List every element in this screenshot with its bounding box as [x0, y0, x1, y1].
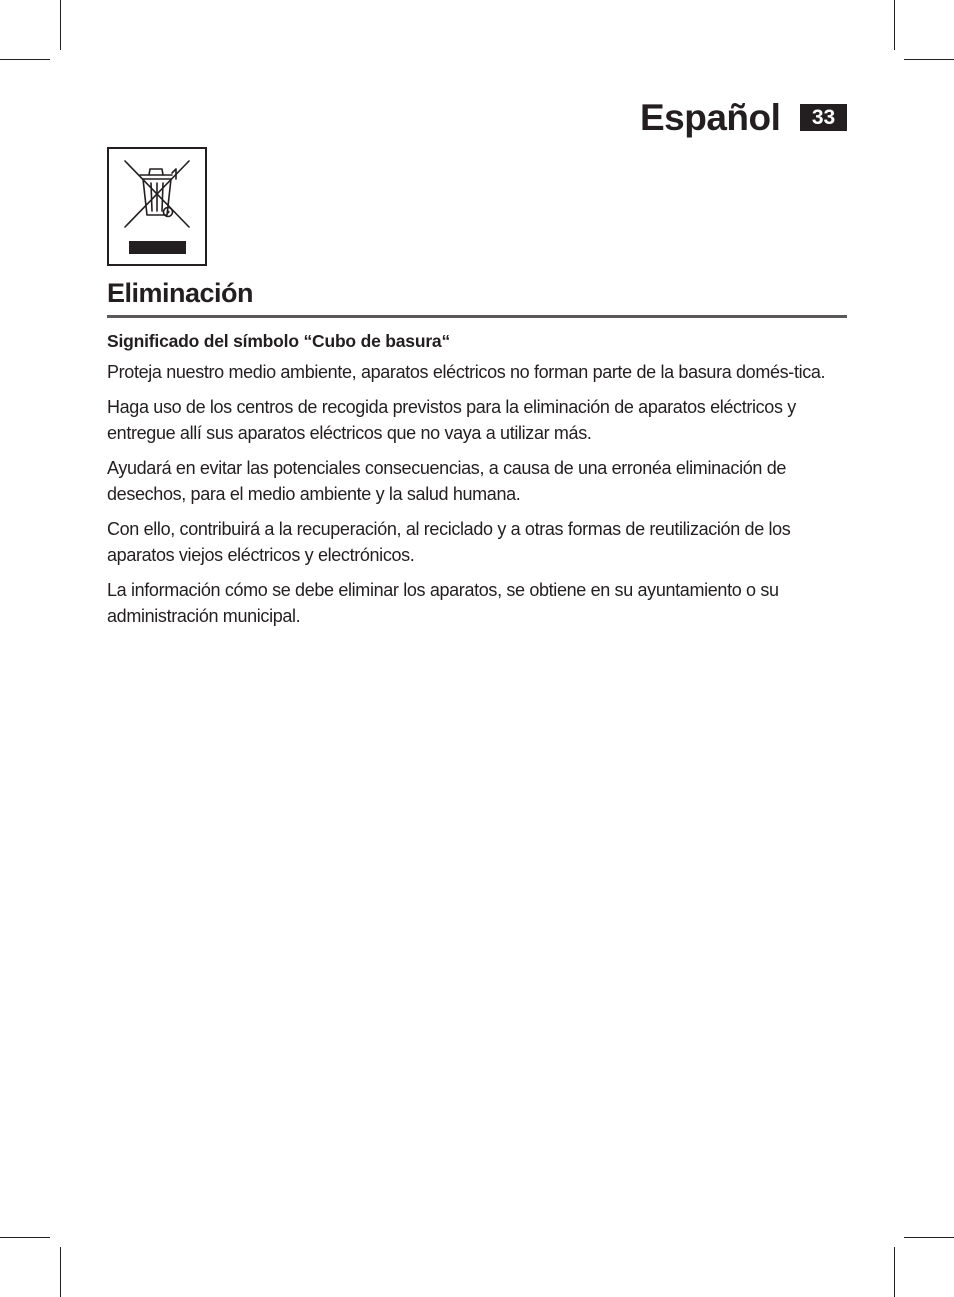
page-number-badge: 33 [800, 104, 847, 131]
section-divider [107, 315, 847, 318]
crop-mark-top-right-vertical [894, 0, 895, 50]
section-content [107, 328, 852, 638]
crop-mark-bottom-left-horizontal [0, 1237, 50, 1238]
paragraph: Con ello, contribuirá a la recuperación, al reciclado y a otras formas de reutilización de los aparatos viejos eléctricos y electrónicos. [107, 518, 791, 565]
crop-mark-top-right-horizontal [904, 59, 954, 60]
crop-mark-bottom-right-horizontal [904, 1237, 954, 1238]
weee-symbol-frame [107, 147, 207, 266]
crop-mark-bottom-right-vertical [894, 1247, 895, 1297]
paragraph: Proteja nuestro medio ambiente, aparatos eléctricos no forman parte de la basura domés-tica. [107, 362, 826, 382]
crop-mark-bottom-left-vertical [60, 1247, 61, 1297]
paragraph: Ayudará en evitar las potenciales consecuencias, a causa de una erronéa eliminación de desechos, para el medio ambiente y la salud humana. [107, 457, 787, 504]
crop-mark-top-left-vertical [60, 0, 61, 50]
language-heading: Español [640, 97, 781, 138]
paragraph: La información cómo se debe eliminar los aparatos, se obtiene en su ayuntamiento o su administración municipal. [107, 579, 779, 626]
paragraph: Haga uso de los centros de recogida previstos para la eliminación de aparatos eléctricos y entregue allí sus aparatos eléctricos que no vaya a utilizar más. [107, 396, 796, 443]
crop-mark-top-left-horizontal [0, 59, 50, 60]
section-title: Eliminación [107, 278, 254, 308]
crossed-out-wheelie-bin-icon [109, 149, 205, 264]
subheading: Significado del símbolo “Cubo de basura“ [107, 331, 451, 351]
